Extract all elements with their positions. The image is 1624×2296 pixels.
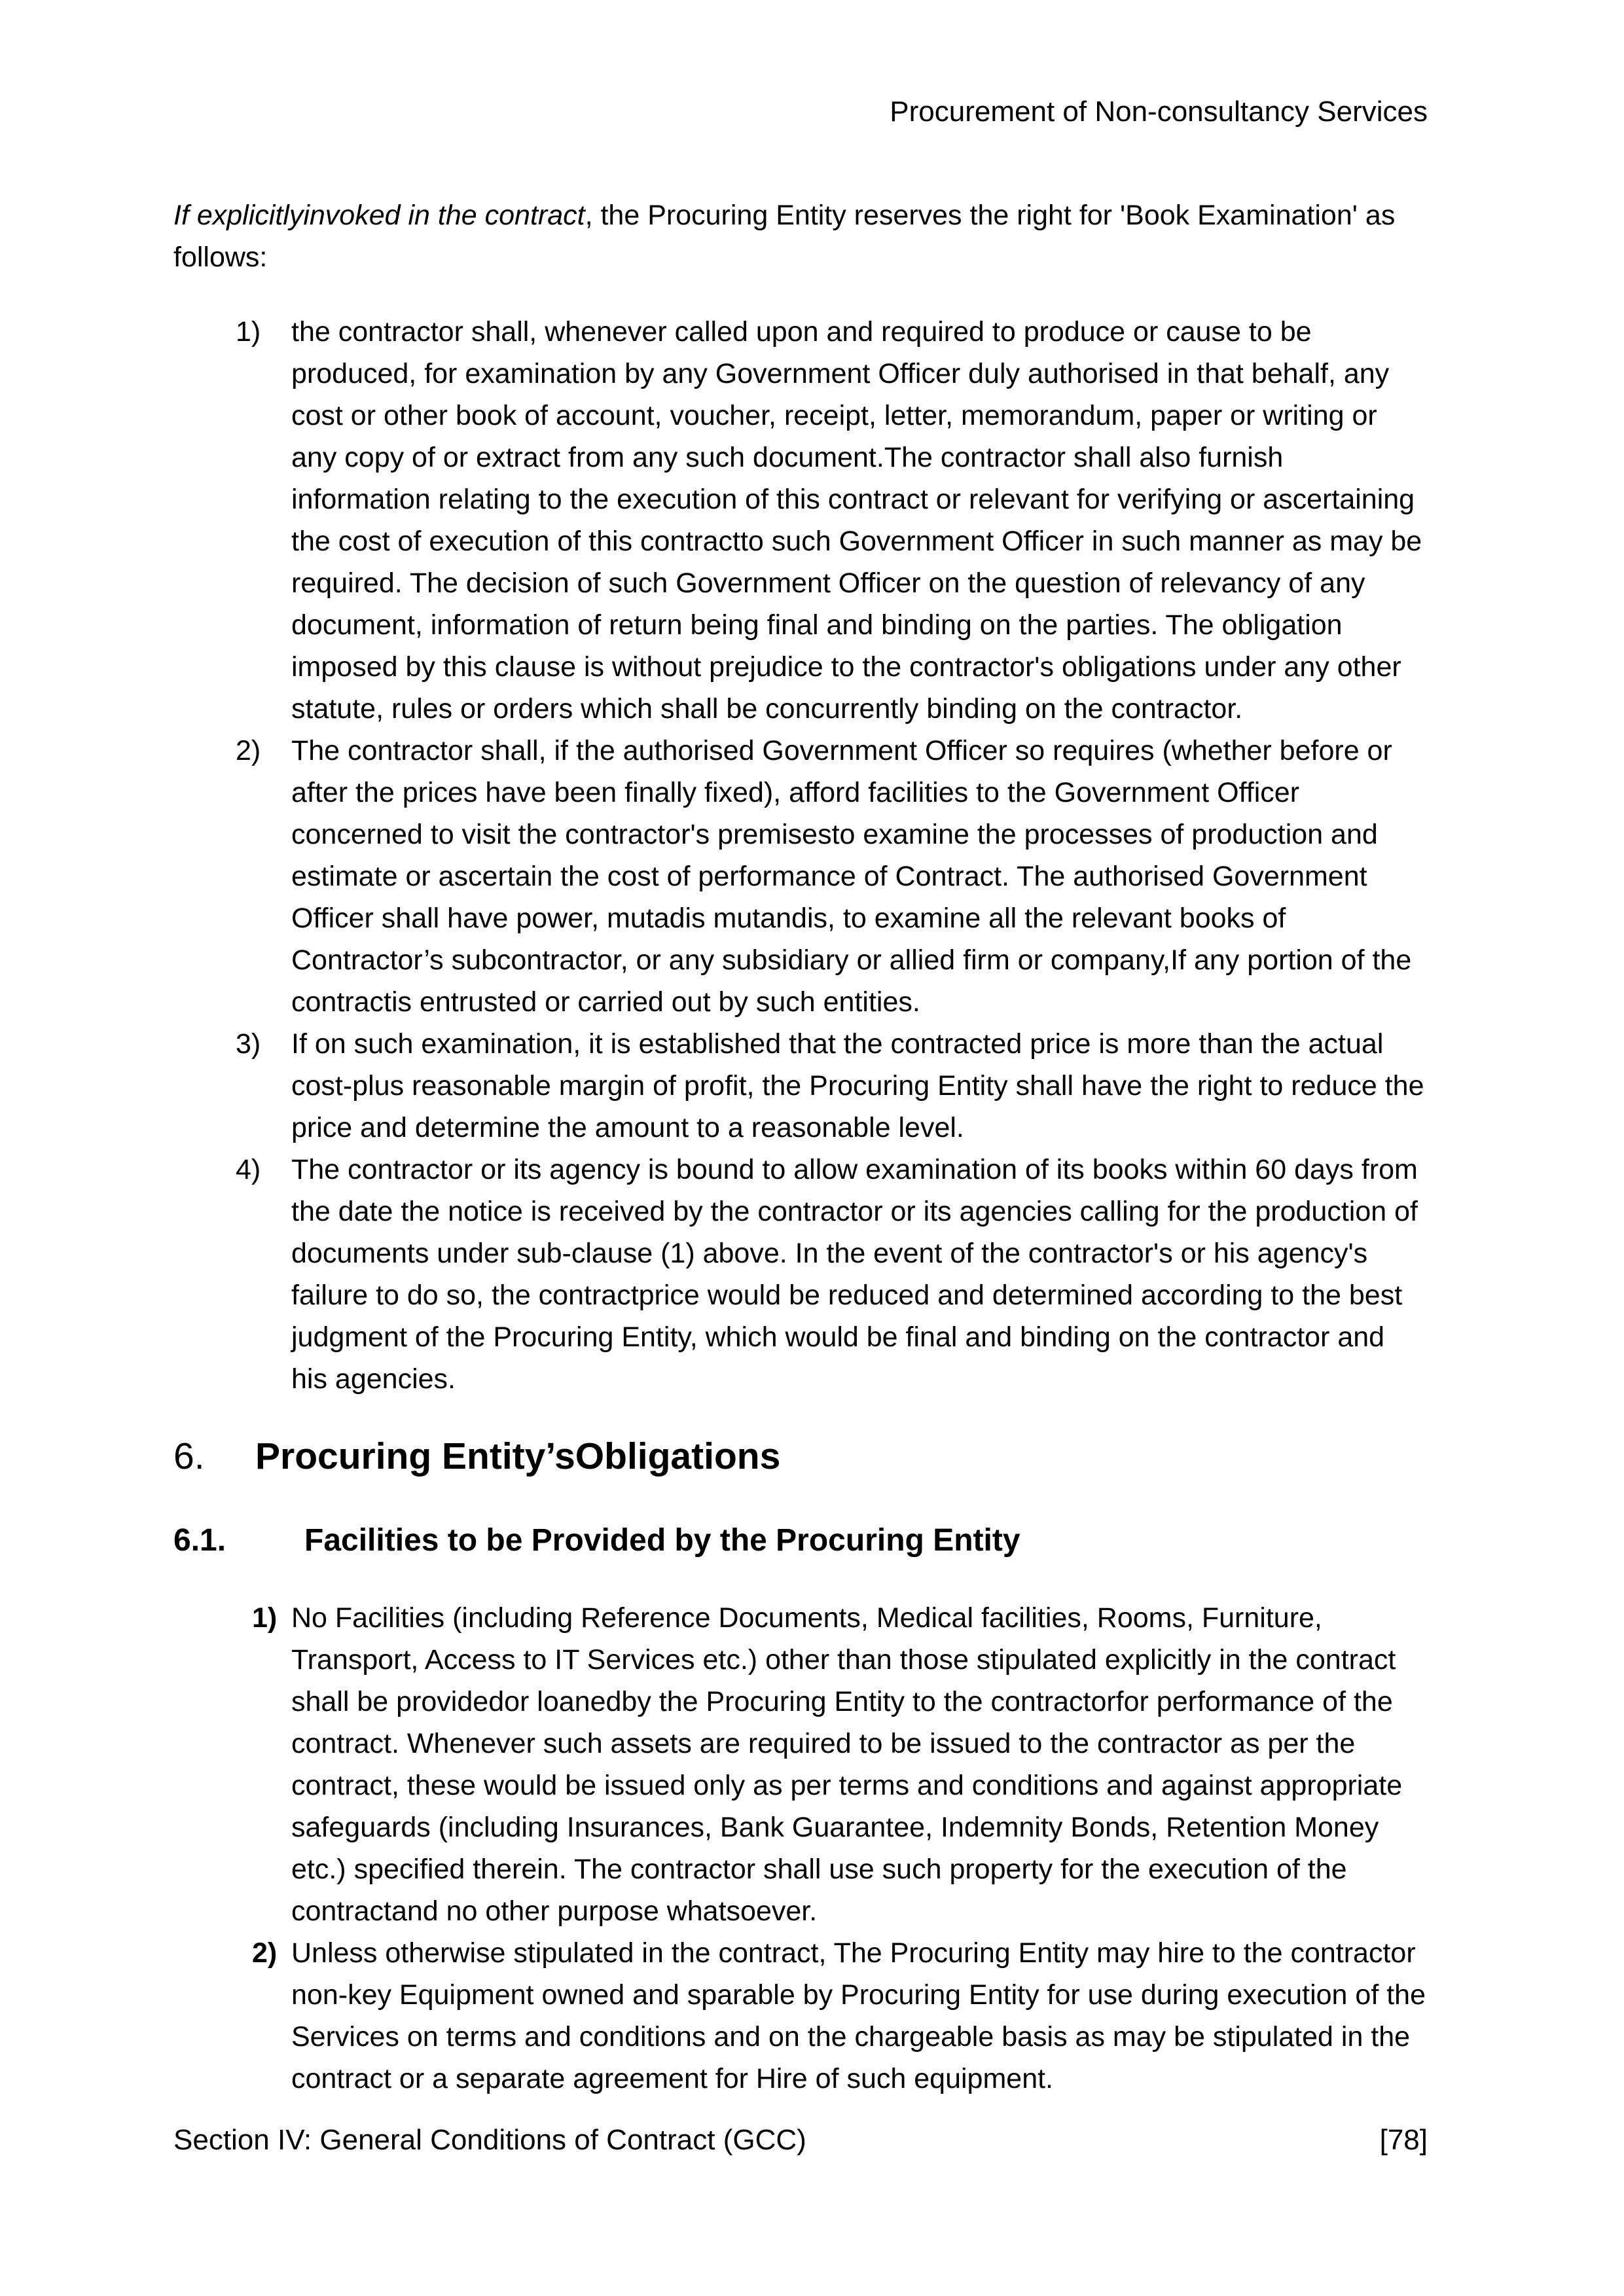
list-item — [173, 1149, 1428, 1400]
list-item-number: 2) — [236, 735, 261, 766]
intro-rest: , the Procuring Entity reserves the right for 'Book Examination' as follows: — [173, 200, 1396, 273]
book-examination-list — [173, 311, 1428, 1400]
page-header: Procurement of Non-consultancy Services — [890, 96, 1428, 128]
list-item-number: 3) — [236, 1028, 261, 1060]
facilities-list — [173, 1597, 1428, 2100]
list-item-text: If on such examination, it is established that the contracted price is more than the actual cost-plus reasonable margin of profit, the Procuring Entity shall have the right to reduce the price and determine the amount to a reasonable level. — [291, 1028, 1424, 1143]
list-item — [173, 730, 1428, 1023]
list-item-number: 2) — [252, 1937, 278, 1969]
list-item-text: Unless otherwise stipulated in the contract, The Procuring Entity may hire to the contractor non-key Equipment owned and sparable by Procuring Entity for use during execution of the Services on terms and conditions and on the chargeable basis as may be stipulated in the contract or a separate agreement for Hire of such equipment. — [291, 1937, 1426, 2094]
list-item — [173, 1932, 1428, 2100]
section-heading-6 — [173, 1433, 1428, 1480]
list-item-text: the contractor shall, whenever called upon and required to produce or cause to be produced, for examination by any Government Officer duly authorised in that behalf, any cost or other book of account, voucher, receipt, letter, memorandum, paper or writing or any copy of or extract from any such document.The contractor shall also furnish information relating to the execution of this contract or relevant for verifying or ascertaining the cost of execution of this contractto such Government Officer in such manner as may be required. The decision of such Government Officer on the question of relevancy of any document, information of return being final and binding on the parties. The obligation imposed by this clause is without prejudice to the contractor's obligations under any other statute, rules or orders which shall be concurrently binding on the contractor. — [291, 316, 1422, 725]
list-item-number: 4) — [236, 1154, 261, 1185]
section-number: 6. — [173, 1435, 205, 1477]
list-item-text: No Facilities (including Reference Documents, Medical facilities, Rooms, Furniture, Transport, Access to IT Services etc.) other than those stipulated explicitly in the contract shall be providedor loanedby the Procuring Entity to the contractorfor performance of the contract. Whenever such assets are required to be issued to the contractor as per the contract, these would be issued only as per terms and conditions and against appropriate safeguards (including Insurances, Bank Guarantee, Indemnity Bonds, Retention Money etc.) specified therein. The contractor shall use such property for the execution of the contractand no other purpose whatsoever. — [291, 1602, 1403, 1927]
section-title: Procuring Entity’sObligations — [255, 1435, 781, 1477]
list-item-text: The contractor shall, if the authorised Government Officer so requires (whether before or after the prices have been finally fixed), afford facilities to the Government Officer concerned to visit the contractor's premisesto examine the processes of production and estimate or ascertain the cost of performance of Contract. The authorised Government Officer shall have power, mutadis mutandis, to examine all the relevant books of Contractor’s subcontractor, or any subsidiary or allied firm or company,If any portion of the contractis entrusted or carried out by such entities. — [291, 735, 1412, 1018]
list-item-text: The contractor or its agency is bound to allow examination of its books within 60 days from the date the notice is received by the contractor or its agencies calling for the production of documents under sub-clause (1) above. In the event of the contractor's or his agency's failure to do so, the contractprice would be reduced and determined according to the best judgment of the Procuring Entity, which would be final and binding on the contractor and his agencies. — [291, 1154, 1418, 1395]
intro-italic-phrase: If explicitlyinvoked in the contract — [173, 200, 585, 231]
list-item — [173, 1023, 1428, 1149]
section-heading-6-1 — [173, 1520, 1428, 1561]
page-content — [0, 94, 1624, 2100]
list-item — [173, 311, 1428, 730]
subsection-number: 6.1. — [173, 1523, 226, 1558]
list-item-number: 1) — [252, 1602, 278, 1634]
footer-section-label: Section IV: General Conditions of Contract (GCC) — [173, 2124, 806, 2156]
page-footer — [173, 2122, 1428, 2159]
footer-page-number: [78] — [1379, 2124, 1428, 2156]
list-item-number: 1) — [236, 316, 261, 348]
list-item — [173, 1597, 1428, 1932]
intro-paragraph — [173, 194, 1428, 278]
subsection-title: Facilities to be Provided by the Procuring Entity — [304, 1523, 1020, 1558]
